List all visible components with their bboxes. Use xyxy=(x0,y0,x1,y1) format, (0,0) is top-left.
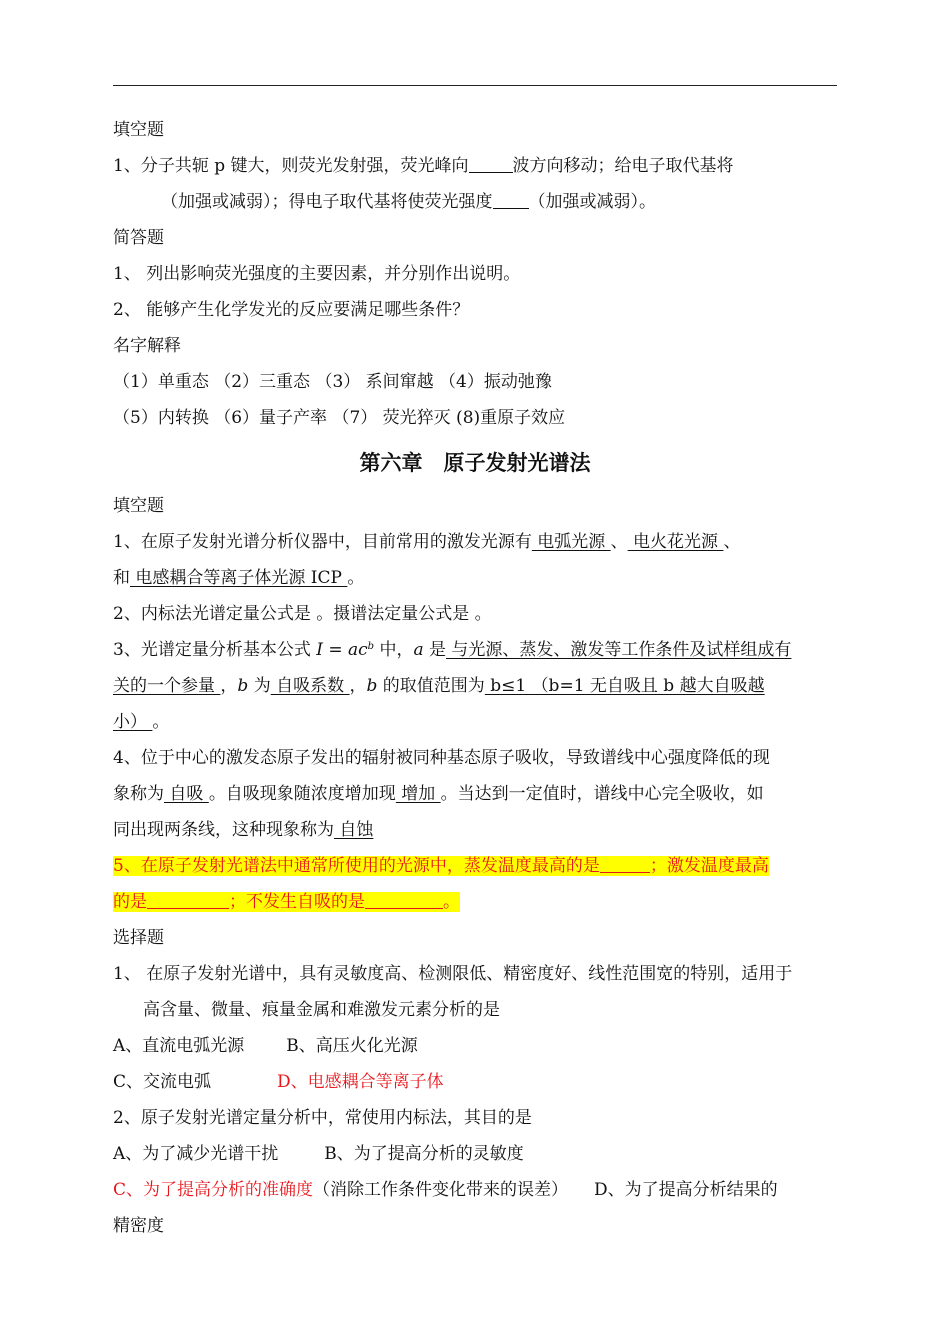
highlighted-question: 5、在原子发射光谱法中通常所使用的光源中，蒸发温度最高的是 ；激发温度最高 xyxy=(113,856,769,876)
highlighted-question: 的是 ；不发生自吸的是 。 xyxy=(113,892,460,912)
option-d-answer: D、电感耦合等离子体 xyxy=(277,1072,444,1092)
question-line: 4、位于中心的激发态原子发出的辐射被同种基态原子吸收，导致谱线中心强度降低的现 xyxy=(113,748,770,768)
question-line: 1、在原子发射光谱分析仪器中，目前常用的激发光源有 电弧光源 、 电火花光源 、 xyxy=(113,532,741,552)
answer-blank xyxy=(147,890,229,909)
section-heading: 选择题 xyxy=(113,928,164,948)
option-b: B、为了提高分析的灵敏度 xyxy=(324,1144,524,1164)
question-line: 和 电感耦合等离子体光源 ICP 。 xyxy=(113,568,365,588)
question-line: 高含量、微量、痕量金属和难激发元素分析的是 xyxy=(143,1000,500,1020)
answer-text: 电火花光源 xyxy=(627,532,724,552)
question-line: 2、原子发射光谱定量分析中，常使用内标法，其目的是 xyxy=(113,1108,532,1128)
section-heading: 填空题 xyxy=(113,496,164,516)
answer-text: 自吸 xyxy=(164,784,209,804)
section-heading: 简答题 xyxy=(113,228,164,248)
option-c: C、交流电弧 xyxy=(113,1072,212,1092)
answer-text: b≤1 （b=1 无自吸且 b 越大自吸越 xyxy=(484,676,765,696)
option-a: A、为了减少光谱干扰 xyxy=(113,1144,279,1164)
chapter-title: 第六章 原子发射光谱法 xyxy=(359,451,591,475)
answer-blank xyxy=(365,890,443,909)
question-line: 2、 能够产生化学发光的反应要满足哪些条件？ xyxy=(113,300,470,320)
option-c-answer: C、为了提高分析的准确度 xyxy=(113,1180,314,1200)
answer-text: 自蚀 xyxy=(334,820,374,840)
answer-blank xyxy=(493,190,529,209)
question-line: 1、分子共轭 p 键大，则荧光发射强，荧光峰向 波方向移动；给电子取代基将 xyxy=(113,156,734,176)
answer-text: 小） xyxy=(113,712,153,732)
question-line: （加强或减弱）；得电子取代基将使荧光强度 （加强或减弱）。 xyxy=(161,192,656,212)
answer-blank xyxy=(600,854,650,873)
option-line xyxy=(113,1172,837,1208)
answer-text: 与光源、蒸发、激发等工作条件及试样组成有 xyxy=(446,640,792,660)
option-line xyxy=(113,1136,837,1172)
header-rule xyxy=(113,85,837,86)
answer-text: 电感耦合等离子体光源 ICP xyxy=(130,568,348,588)
option-line xyxy=(113,1028,837,1064)
question-line: 同出现两条线，这种现象称为 自蚀 xyxy=(113,820,374,840)
option-b: B、高压火化光源 xyxy=(286,1036,418,1056)
question-line: 1、 在原子发射光谱中，具有灵敏度高、检测限低、精密度好、线性范围宽的特别，适用于 xyxy=(113,964,793,984)
answer-text: 增加 xyxy=(395,784,441,804)
option-line xyxy=(113,1064,837,1100)
option-line: 精密度 xyxy=(113,1216,164,1236)
document-body xyxy=(113,112,837,1244)
answer-text: 关的一个参量 xyxy=(113,676,221,696)
option-a: A、直流电弧光源 xyxy=(113,1036,245,1056)
question-line: 象称为 自吸 。自吸现象随浓度增加现 增加 。当达到一定值时，谱线中心完全吸收，如 xyxy=(113,784,764,804)
question-line: 关的一个参量 ，b 为 自吸系数 ，b 的取值范围为 b≤1 （b=1 无自吸且 b 越大自吸越 xyxy=(113,676,765,696)
term-list: （1）单重态 （2）三重态 （3） 系间窜越 （4）振动弛豫 xyxy=(113,372,552,392)
question-line: 小） 。 xyxy=(113,712,170,732)
section-heading: 填空题 xyxy=(113,120,164,140)
term-list: （5）内转换 （6）量子产率 （7） 荧光猝灭 (8)重原子效应 xyxy=(113,408,566,428)
question-line: 3、光谱定量分析基本公式 $I = ac^b$ 中，a 是 与光源、蒸发、激发等工作条件及试样组成有 xyxy=(113,640,792,660)
answer-text: 自吸系数 xyxy=(270,676,350,696)
option-d: D、为了提高分析结果的 xyxy=(594,1180,778,1200)
option-c-note: （消除工作条件变化带来的误差） xyxy=(313,1180,569,1200)
answer-blank xyxy=(469,154,513,173)
section-heading: 名字解释 xyxy=(113,336,181,356)
question-line: 2、内标法光谱定量公式是 。摄谱法定量公式是 。 xyxy=(113,604,492,624)
question-line: 1、 列出影响荧光强度的主要因素，并分别作出说明。 xyxy=(113,264,521,284)
answer-text: 电弧光源 xyxy=(531,532,611,552)
